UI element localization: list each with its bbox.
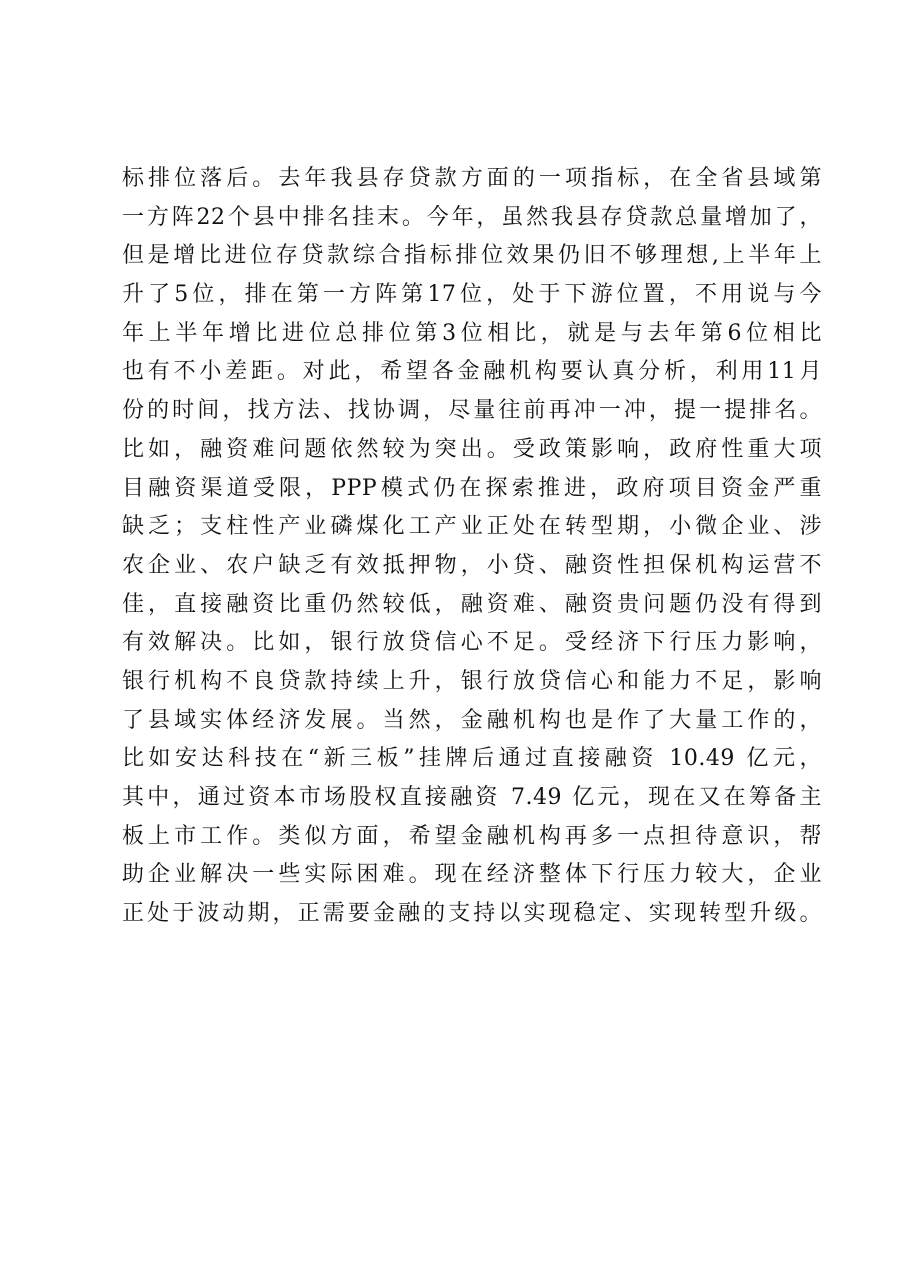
text-line: 但是增比进位存贷款综合指标排位效果仍旧不够理想,上半年上 <box>122 243 822 269</box>
text-line: 标排位落后。去年我县存贷款方面的一项指标，在全省县域第 <box>122 166 822 191</box>
text-line: 比如安达科技在“新三板”挂牌后通过直接融资 10.49 亿元， <box>122 746 822 772</box>
text-line: 助企业解决一些实际困难。现在经济整体下行压力较大，企业 <box>122 862 822 888</box>
text-line: 银行机构不良贷款持续上升，银行放贷信心和能力不足，影响 <box>122 668 822 694</box>
text-line: 有效解决。比如，银行放贷信心不足。受经济下行压力影响， <box>122 630 822 656</box>
text-line: 升了5位，排在第一方阵第17位，处于下游位置，不用说与今 <box>122 282 822 308</box>
text-line: 目融资渠道受限，PPP模式仍在探索推进，政府项目资金严重 <box>122 475 822 501</box>
body-paragraph <box>122 160 822 934</box>
text-line: 比如，融资难问题依然较为突出。受政策影响，政府性重大项 <box>122 436 822 462</box>
text-line: 了县域实体经济发展。当然，金融机构也是作了大量工作的， <box>122 707 822 733</box>
text-line: 份的时间，找方法、找协调，尽量往前再冲一冲，提一提排名。 <box>122 398 822 424</box>
text-line: 佳，直接融资比重仍然较低，融资难、融资贵问题仍没有得到 <box>122 591 822 617</box>
text-line: 正处于波动期，正需要金融的支持以实现稳定、实现转型升级。 <box>122 901 822 927</box>
text-line: 一方阵22个县中排名挂末。今年，虽然我县存贷款总量增加了， <box>122 204 822 230</box>
text-line: 板上市工作。类似方面，希望金融机构再多一点担待意识，帮 <box>122 823 822 849</box>
text-line: 年上半年增比进位总排位第3位相比，就是与去年第6位相比 <box>122 320 822 346</box>
text-line: 农企业、农户缺乏有效抵押物，小贷、融资性担保机构运营不 <box>122 552 822 578</box>
text-line: 其中，通过资本市场股权直接融资 7.49 亿元，现在又在筹备主 <box>122 785 822 810</box>
text-line: 缺乏；支柱性产业磷煤化工产业正处在转型期，小微企业、涉 <box>122 514 822 540</box>
text-line: 也有不小差距。对此，希望各金融机构要认真分析，利用11月 <box>122 359 822 385</box>
